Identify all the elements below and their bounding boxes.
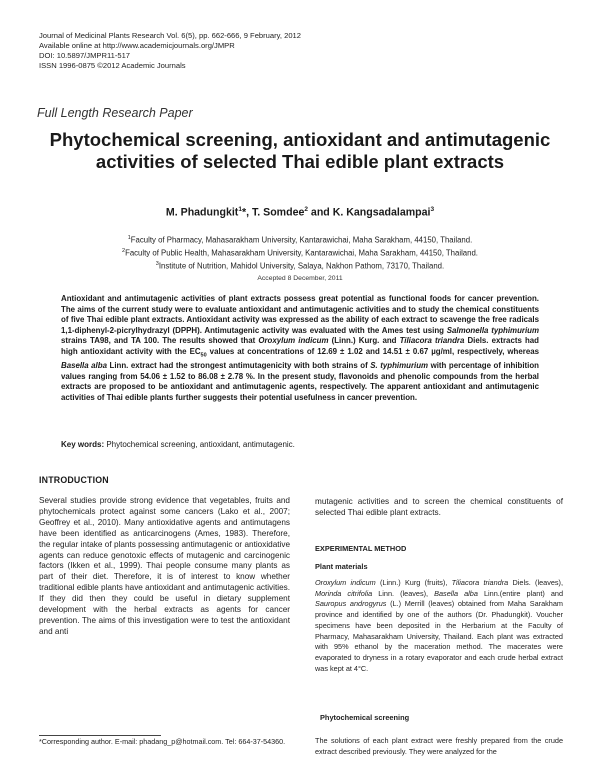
journal-issn: ISSN 1996-0875 ©2012 Academic Journals — [39, 61, 186, 70]
abstract-text: strains TA98, and TA 100. The results showed that — [61, 336, 259, 346]
species-name: Oroxylum indicum — [258, 336, 329, 346]
journal-doi: DOI: 10.5897/JMPR11-517 — [39, 51, 131, 60]
affiliation-number: 3 — [155, 261, 159, 268]
species-name: Tiliacora triandra — [451, 578, 509, 587]
author-name: T. Somdee — [251, 206, 305, 219]
keywords-text: Phytochemical screening, antioxidant, antimutagenic. — [104, 440, 295, 449]
affiliation-text: Faculty of Public Health, Mahasarakham University, Kantarawichai, Maha Sarakham, 44150, Thailand. — [125, 248, 478, 258]
plant-materials-heading: Plant materials — [315, 562, 368, 571]
affiliation — [40, 246, 560, 259]
affiliation-list — [40, 233, 560, 273]
keywords — [61, 440, 539, 449]
keywords-label: Key words: — [61, 440, 105, 449]
experimental-heading: EXPERIMENTAL METHOD — [315, 544, 407, 553]
subscript: 50 — [200, 352, 207, 359]
species-name: Basella alba — [434, 588, 478, 598]
affiliation-number: 2 — [122, 248, 126, 255]
introduction-body: Several studies provide strong evidence that vegetables, fruits and phytochemicals protect against some cancers (Lako et al., 2007; Geoffrey et al., 2010). Many antioxidative agents and antimutagens have been identified as anticarcinogens (Ames, 1983). Therefore, the regular intake of plants possessing antimutagenic or antioxidative agents can reduce genotoxic effects of mutagenic and carcinogenic factors (Ikken et al., 1999). Thai people consume many plants as part of their diet. Therefore, it is of interest to know whether traditional edible plants have antioxidant and antimutagenic activities. If they did then they could be useful in dietary supplement development with the herbal extracts as agents for cancer prevention. The aims of this investigation were to test the antioxidant and anti — [39, 496, 290, 636]
body-text: Linn.(entire plant) and — [477, 588, 563, 598]
journal-availability: Available online at http://www.academicjournals.org/JMPR — [39, 41, 235, 50]
author-affiliation-mark: 1 — [238, 206, 242, 213]
author-separator: , — [246, 206, 252, 219]
phytochemical-screening-body: The solutions of each plant extract were freshly prepared from the crude extract described previously. They were analyzed for the — [315, 736, 563, 756]
footnote-divider — [39, 735, 161, 736]
author-list — [40, 206, 560, 219]
plant-materials-body — [315, 578, 563, 674]
affiliation-text: Faculty of Pharmacy, Mahasarakham University, Kantarawichai, Maha Sarakham, 44150, Thailand. — [130, 235, 473, 245]
abstract-text: Linn. extract had the strongest antimutagenicity with both strains of — [106, 361, 371, 371]
abstract-text: Antioxidant and antimutagenic activities of plant extracts possess great potential as functional foods for cancer prevention. The aims of the current study were to evaluate antioxidant and antimutagenic activities and to study the chemical constituents of five Thai edible plant extracts. Antioxidant activity was expressed as the ability of each extract to scavenge the free radicals 1,1-diphenyl-2-picrylhydrazyl (DPPH). Antimutagenic activity was evaluated with the Ames test using — [61, 294, 539, 335]
accepted-date: Accepted 8 December, 2011 — [257, 275, 343, 282]
body-text: Linn. (leaves), — [372, 588, 435, 598]
author-affiliation-mark: 3 — [430, 206, 435, 213]
abstract-text: Diels. extracts had high antioxidant activity with the EC — [61, 336, 539, 356]
phytochemical-screening-heading: Phytochemical screening — [320, 713, 410, 722]
species-name: Basella alba — [61, 361, 107, 371]
body-text: (Linn.) Kurg (fruits), — [375, 578, 452, 587]
affiliation — [40, 259, 560, 272]
journal-header — [39, 31, 459, 71]
species-name: Morinda citrifolia — [315, 588, 373, 598]
affiliation-number: 1 — [127, 235, 131, 241]
body-text: Diels. (leaves), — [508, 578, 564, 587]
author-affiliation-mark: 2 — [304, 206, 308, 213]
abstract-text: values at concentrations of 12.69 ± 1.02 and 14.51 ± 0.67 µg/ml, respectively, whereas — [206, 346, 540, 356]
abstract-text: (Linn.) Kurg. and — [328, 336, 400, 346]
corresponding-mark: * — [241, 206, 247, 219]
affiliation — [40, 233, 560, 246]
species-name: Oroxylum indicum — [315, 578, 376, 587]
paper-title: Phytochemical screening, antioxidant and antimutagenic activities of selected Thai edible plant extracts — [49, 129, 551, 172]
species-name: Tiliacora triandra — [399, 336, 465, 346]
corresponding-author-footnote: *Corresponding author. E-mail: phadang_p@hotmail.com. Tel: 664-37-54360. — [39, 737, 286, 746]
introduction-continued: mutagenic activities and to screen the chemical constituents of selected Thai edible plant extracts. — [315, 497, 563, 517]
author-name: M. Phadungkit — [165, 206, 239, 219]
introduction-heading: INTRODUCTION — [39, 475, 109, 485]
body-text: (L.) Merrill (leaves) obtained from Maha Sarakham province and identified by one of the authors (Dr. Phadungkit). Voucher specimens have been deposited in the Herbarium at the Faculty of Pharmacy, Mahasarakham University, Thailand. Each plant was extracted with 95% ethanol by the maceration method. The macerates were evaporated to dryness in a rotary evaporator and each crude herbal extract was kept at 4°C. — [315, 599, 563, 673]
author-separator: and — [307, 206, 333, 219]
species-name: Sauropus androgyrus — [315, 599, 387, 609]
author-name: K. Kangsadalampai — [332, 206, 431, 219]
affiliation-text: Institute of Nutrition, Mahidol University, Salaya, Nakhon Pathom, 73170, Thailand. — [158, 261, 445, 271]
journal-citation: Journal of Medicinal Plants Research Vol. 6(5), pp. 662-666, 9 February, 2012 — [39, 31, 301, 40]
abstract-text: with percentage of inhibition values ranging from 54.06 ± 1.52 to 86.08 ± 2.78 %. In the present study, flavonoids and phenolic compounds from the herbal extracts are proposed to be antioxidant and antimutagenic agents, respectively. The apparent antioxidant and antimutagenic activities of Thai edible plants further suggests their potential usefulness in cancer prevention. — [61, 361, 540, 402]
species-name: Salmonella typhimurium — [446, 325, 539, 335]
article-type: Full Length Research Paper — [37, 106, 193, 120]
species-name: S. typhimurium — [370, 361, 429, 371]
abstract — [61, 294, 539, 404]
